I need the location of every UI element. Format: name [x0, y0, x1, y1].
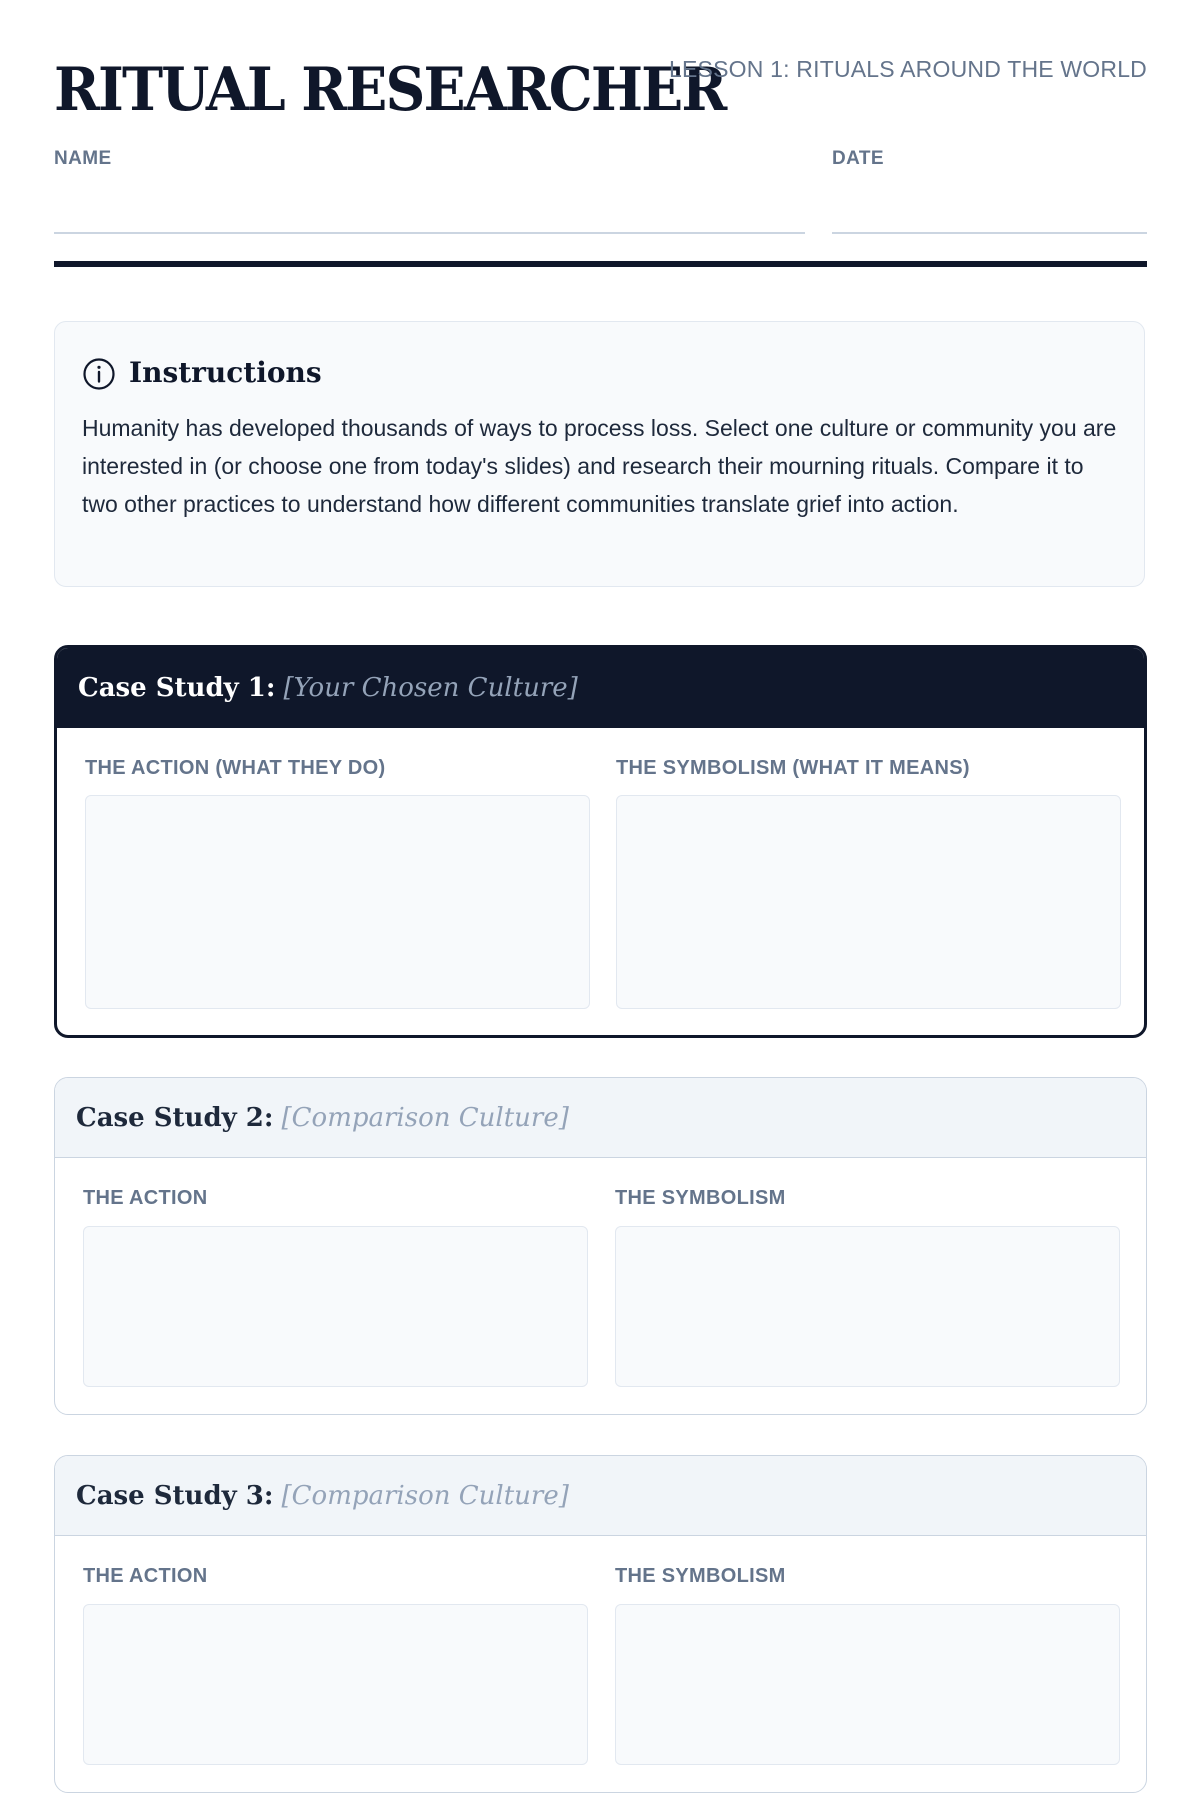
case-study-subtitle: [Your Chosen Culture]: [283, 673, 578, 703]
symbolism-answer-box[interactable]: [616, 795, 1121, 1009]
instructions-text: Humanity has developed thousands of ways to process loss. Select one culture or community you are interested in (or choose one from today's slides) and research their mourning rituals. Compare it to two other practices to understand how different communities translate grief into action.: [82, 415, 1117, 517]
case-study-header: [57, 648, 1144, 728]
instructions-panel: [54, 321, 1145, 587]
page-title: RITUAL RESEARCHER: [54, 55, 726, 125]
action-answer-box[interactable]: [83, 1226, 588, 1387]
header-divider: [54, 261, 1147, 267]
action-label: THE ACTION: [83, 1187, 208, 1209]
action-label: THE ACTION: [83, 1565, 208, 1587]
date-field[interactable]: [832, 188, 1147, 234]
symbolism-label: THE SYMBOLISM: [615, 1187, 786, 1209]
case-study-subtitle: [Comparison Culture]: [281, 1102, 569, 1133]
case-study-2-card: [54, 1077, 1147, 1415]
action-answer-box[interactable]: [83, 1604, 588, 1765]
case-study-3-card: [54, 1455, 1147, 1793]
instructions-title: Instructions: [129, 356, 322, 389]
name-label: NAME: [54, 148, 112, 169]
case-study-header: [55, 1078, 1146, 1158]
action-answer-box[interactable]: [85, 795, 590, 1009]
symbolism-answer-box[interactable]: [615, 1226, 1120, 1387]
info-circle-icon: [82, 357, 116, 391]
symbolism-answer-box[interactable]: [615, 1604, 1120, 1765]
case-study-heading: Case Study 2:: [76, 1102, 274, 1133]
date-label: DATE: [832, 148, 884, 169]
case-study-heading: Case Study 3:: [76, 1480, 274, 1511]
lesson-subtitle: LESSON 1: RITUALS AROUND THE WORLD: [669, 56, 1147, 82]
symbolism-label: THE SYMBOLISM: [615, 1565, 786, 1587]
name-field[interactable]: [54, 188, 805, 234]
case-study-subtitle: [Comparison Culture]: [281, 1480, 569, 1511]
case-study-heading: Case Study 1:: [78, 673, 276, 703]
symbolism-label: THE SYMBOLISM (WHAT IT MEANS): [616, 757, 970, 779]
action-label: THE ACTION (WHAT THEY DO): [85, 757, 386, 779]
case-study-header: [55, 1456, 1146, 1536]
case-study-1-card: [54, 645, 1147, 1038]
